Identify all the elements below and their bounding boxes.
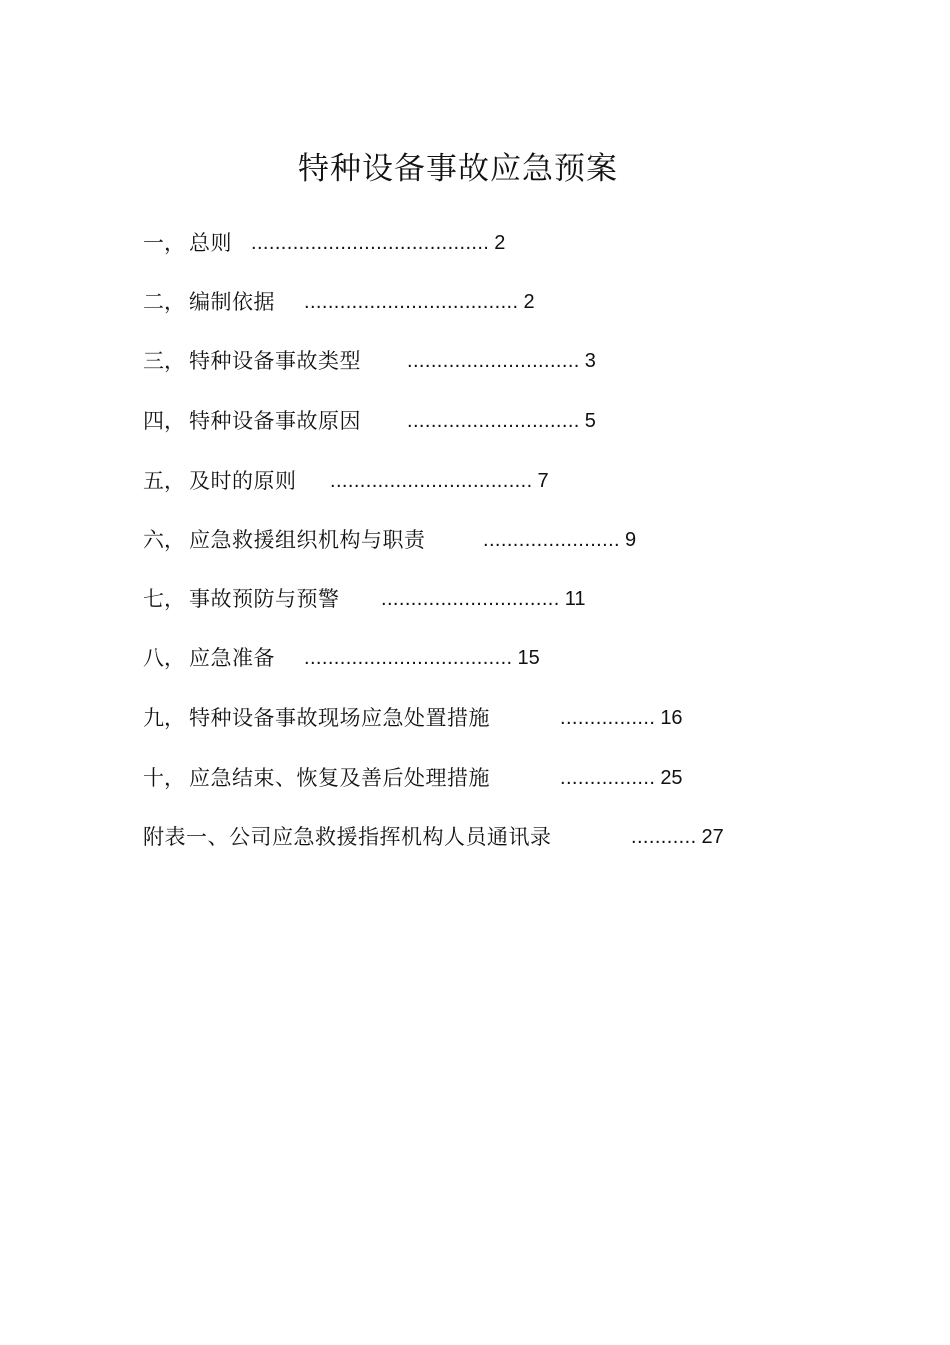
toc-entry[interactable] [143, 763, 683, 793]
toc-entry-number: 七， [143, 587, 185, 611]
toc-entry-number: 一， [143, 231, 185, 255]
toc-entry-label: 及时的原则 [189, 469, 297, 493]
toc-entry-label: 编制依据 [189, 290, 275, 314]
toc-entry-number: 十， [143, 766, 185, 790]
toc-entry-leader: ................ [560, 767, 656, 789]
toc-entry-label: 应急准备 [189, 646, 275, 670]
toc-entry-number: 八， [143, 646, 185, 670]
toc-entry-label: 应急救援组织机构与职责 [189, 528, 426, 552]
toc-entry[interactable] [143, 703, 683, 733]
toc-entry-number: 六， [143, 528, 185, 552]
toc-entry-number: 四， [143, 409, 185, 433]
toc-entry[interactable] [143, 466, 549, 496]
document-title: 特种设备事故应急预案 [298, 151, 618, 187]
toc-entry-page: 7 [537, 470, 549, 492]
toc-entry-leader: .................................. [330, 470, 533, 492]
toc-entry-number: 二， [143, 290, 185, 314]
toc-entry-page: 2 [523, 291, 535, 313]
toc-entry-page: 27 [701, 826, 724, 848]
toc-entry-page: 9 [625, 529, 637, 551]
toc-entry-leader: .............................. [381, 588, 560, 610]
toc-entry[interactable] [143, 346, 596, 376]
toc-entry[interactable] [143, 525, 636, 555]
toc-entry-label: 特种设备事故原因 [189, 409, 361, 433]
toc-entry-label: 特种设备事故现场应急处置措施 [189, 706, 490, 730]
toc-entry-leader: ....................... [483, 529, 621, 551]
toc-entry-page: 25 [660, 767, 683, 789]
toc-entry-page: 2 [494, 232, 506, 254]
toc-entry[interactable] [143, 584, 585, 614]
toc-entry-leader: ................ [560, 707, 656, 729]
toc-entry-leader: ............................. [407, 410, 580, 432]
toc-entry-leader: ........... [631, 826, 697, 848]
toc-entry[interactable] [143, 643, 540, 673]
toc-entry-leader: .................................... [304, 291, 519, 313]
toc-entry-number: 三， [143, 349, 185, 373]
toc-entry[interactable] [143, 287, 535, 317]
toc-entry[interactable] [143, 406, 596, 436]
toc-entry-appendix[interactable] [143, 822, 724, 852]
toc-entry-label: 特种设备事故类型 [189, 349, 361, 373]
toc-entry[interactable] [143, 228, 505, 258]
toc-entry-page: 11 [564, 588, 586, 610]
toc-entry-number: 五， [143, 469, 185, 493]
toc-entry-label: 事故预防与预警 [189, 587, 340, 611]
toc-entry-page: 3 [584, 350, 596, 372]
toc-entry-label: 附表一、公司应急救援指挥机构人员通讯录 [143, 825, 552, 849]
toc-entry-page: 15 [517, 647, 540, 669]
toc-entry-leader: ................................... [304, 647, 513, 669]
toc-entry-page: 5 [584, 410, 596, 432]
toc-entry-page: 16 [660, 707, 683, 729]
toc-entry-label: 总则 [189, 231, 232, 255]
toc-entry-leader: ............................. [407, 350, 580, 372]
toc-entry-leader: ........................................ [251, 232, 490, 254]
toc-entry-number: 九， [143, 706, 185, 730]
toc-entry-label: 应急结束、恢复及善后处理措施 [189, 766, 490, 790]
